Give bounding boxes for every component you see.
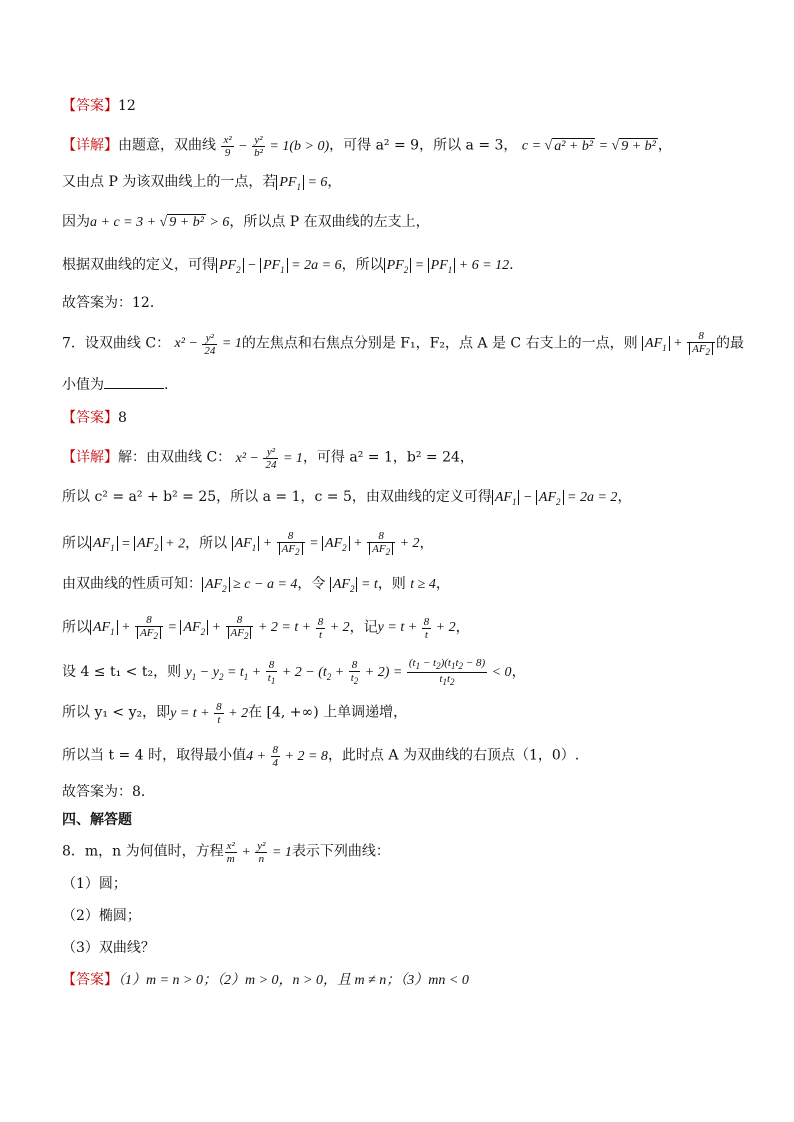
q8-part-2: （2）椭圆； <box>62 908 141 924</box>
answer-tag: 【答案】 <box>62 98 118 114</box>
q7-detail-line-6: 设 4 ≤ t₁ < t₂，则 $y_1 - y_2 = t_1$ + $\frac{8}{t_1}$ + $2 - (t_2$ + $\frac{8}{t_2}$ + 2) = $\frac{(t_1 - t_2)(t_1t_2 - 8)}{t_1t_2}$ < 0， <box>62 657 526 688</box>
q7-detail-line-5: 所以 $AF_1$ + $\frac{8}{AF_2}$ = $AF_2$ + $\frac{8}{AF_2}$ + 2 = t + $\frac{8}{t}$ + 2，记y = t + $\frac{8}{t}$ + 2， <box>62 614 470 642</box>
q7-prompt-line-2: 小值为 . <box>62 377 169 393</box>
q7-detail-line-7: 所以 y₁ < y₂，即y = t + $\frac{8}{t}$ + 2在 [4, +∞) 上单调递增， <box>62 701 408 726</box>
c-formula: c = √ a² + b² = √ 9 + b² <box>521 138 656 154</box>
q7-answer-line: 【答案】8 <box>62 410 127 426</box>
q8-answer-line: 【答案】（1）m = n > 0；（2）m > 0，n > 0，且 m ≠ n；（3）mn < 0 <box>62 972 469 988</box>
q7-prompt-line-1: 7．设双曲线 C： x² − $\frac{\text{y²}}{24}$ = 1的左焦点和右焦点分别是 F₁，F₂，点 A 是 C 右支上的一点，则 $AF_1$ + $\frac{8}{AF_2}$ 的最 <box>62 330 745 358</box>
q7-detail-line-3: 所以 $AF_1 = AF_2 + 2$，所以 $AF_1$ + $\frac{8}{AF_2}$ = $AF_2$ + $\frac{8}{AF_2}$ + 2， <box>62 530 434 558</box>
q6-detail-line-2: 又由点 P 为该双曲线上的一点，若 $PF_1 = 6$， <box>62 174 342 192</box>
q7-detail-line-8: 所以当 t = 4 时，取得最小值4 + $\frac{8}{4}$ + 2 = 8，此时点 A 为双曲线的右顶点（1，0）. <box>62 744 580 769</box>
q6-detail-line-3: 因为a + c = 3 + √ 9 + b² > 6，所以点 P 在双曲线的左支上， <box>62 214 430 230</box>
section-heading: 四、解答题 <box>62 812 132 828</box>
q8-part-1: （1）圆； <box>62 876 127 892</box>
q7-detail-line-4: 由双曲线的性质可知： $AF_2 \ge c - a = 4$，令 $AF_2 = t$，则 t ≥ 4， <box>62 576 450 594</box>
q7-detail-line-1: 【详解】解：由双曲线 C： x² − $\frac{\text{y²}}{24}$ = 1，可得 a² = 1，b² = 24， <box>62 446 474 471</box>
q7-conclusion: 故答案为：8． <box>62 784 155 800</box>
answer-value: 12 <box>118 98 136 114</box>
detail-tag: 【详解】 <box>62 137 118 154</box>
q7-detail-line-2: 所以 c² = a² + b² = 25，所以 a = 1，c = 5，由双曲线的定义可得 $AF_1 - AF_2 = 2a = 2$， <box>62 489 632 507</box>
q8-prompt: 8．m，n 为何值时，方程 $\frac{\text{x²}}{m}$ + $\frac{\text{y²}}{n}$ = 1表示下列曲线： <box>62 840 390 865</box>
q8-part-3: （3）双曲线？ <box>62 940 155 956</box>
hyperbola-equation: $\frac{\text{x²}}{9}$ − $\frac{\text{y²}}{\text{b²}}$ = 1(b > 0) <box>223 134 330 159</box>
q6-answer-line <box>62 96 754 116</box>
q6-conclusion: 故答案为：12． <box>62 295 164 311</box>
q6-detail-line-4: 根据双曲线的定义，可得 $PF_2 - PF_1 = 2a = 6$，所以 $PF_2 = PF_1 + 6 = 12$. <box>62 257 514 275</box>
answer-blank <box>104 388 164 389</box>
q6-detail-line-1: 【详解】由题意，双曲线 $\frac{\text{x²}}{9}$ − $\frac{\text{y²}}{\text{b²}}$ = 1(b > 0)，可得 a² = 9，所以 a = 3， c = √ a² + b² = √ 9 + b² ， <box>62 134 672 159</box>
